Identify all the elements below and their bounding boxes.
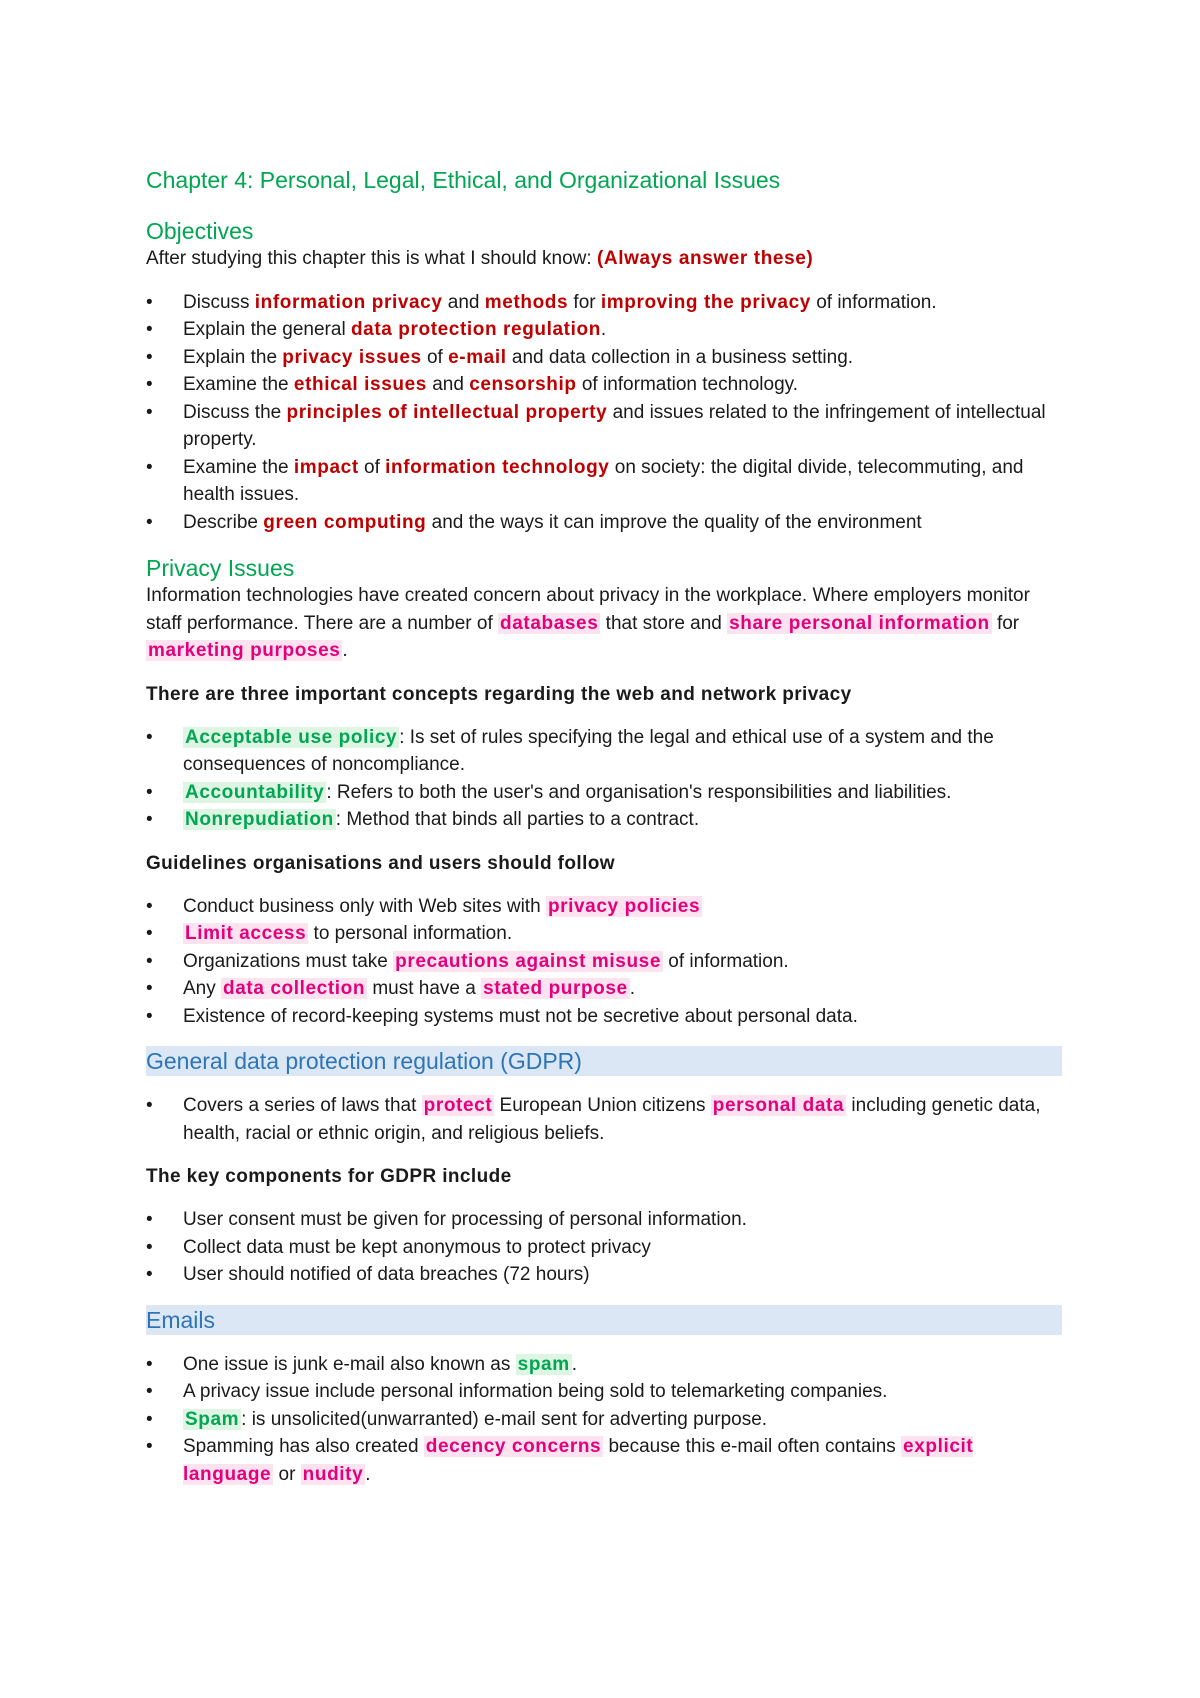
text-run: Examine the (183, 456, 294, 478)
text-run: and issues related to the infringement of intellectual property. (183, 401, 1046, 450)
text-run: . (629, 978, 635, 999)
highlighted-term: censorship (469, 374, 577, 395)
highlighted-term: data protection regulation (350, 319, 601, 340)
text-run: Explain the general (183, 319, 351, 340)
highlighted-term: spam (517, 1353, 570, 1375)
text-run: Examine the (183, 374, 294, 395)
highlighted-term: share personal information (729, 612, 990, 634)
highlighted-term: information privacy (254, 291, 443, 313)
text-run: that store and (600, 612, 728, 634)
list-item (146, 724, 1062, 779)
list-item (146, 316, 1062, 344)
highlighted-term: information technology (385, 456, 610, 478)
highlighted-term: explicit language (183, 1436, 974, 1485)
objectives-list (146, 289, 1062, 537)
list-item (146, 399, 1062, 454)
list-item (146, 454, 1062, 509)
text-run: and (426, 374, 470, 395)
list-item (146, 948, 1062, 976)
list-item (146, 1433, 1062, 1488)
privacy-paragraph (146, 582, 1062, 665)
text-run: of information. (663, 950, 789, 972)
bullet-icon: • (146, 1436, 153, 1457)
highlighted-term: databases (500, 612, 599, 634)
highlighted-term: marketing purposes (148, 640, 341, 661)
text-run: : is unsolicited(unwarranted) e-mail sent for adverting purpose. (241, 1408, 768, 1430)
list-item (146, 289, 1062, 317)
text-run: Any (183, 978, 222, 999)
highlighted-term: privacy issues (282, 346, 422, 368)
text-run: including genetic data, health, racial or ethnic origin, and religious beliefs. (183, 1095, 1041, 1144)
text-run: . (600, 319, 607, 340)
bullet-icon: • (146, 950, 153, 972)
text-run: User consent must be given for processing of personal information. (183, 1209, 747, 1230)
text-run: Explain the (183, 346, 283, 368)
bullet-icon: • (146, 511, 153, 533)
emails-heading: Emails (146, 1305, 1062, 1335)
text-run: for (991, 612, 1020, 634)
text-run: and data collection in a business setting. (506, 346, 854, 368)
document-page (146, 165, 1062, 1488)
text-run: Discuss the (183, 401, 287, 423)
text-run: Covers a series of laws that (183, 1095, 422, 1116)
bullet-icon: • (146, 1209, 153, 1230)
highlighted-term: principles of intellectual property (286, 401, 608, 423)
objectives-intro-text: After studying this chapter this is what I should know: (146, 248, 597, 269)
bullet-icon: • (146, 401, 153, 423)
text-run: . (571, 1353, 577, 1375)
text-run: of information. (810, 291, 937, 313)
text-run: for (568, 291, 601, 313)
text-run: Describe (183, 511, 264, 533)
list-item (146, 1378, 1062, 1406)
list-item (146, 1003, 1062, 1031)
text-run: Information technologies have created concern about privacy in the workplace. Where employers monitor staff performance. There are a number of (146, 585, 1030, 634)
highlighted-term: improving the privacy (600, 291, 811, 313)
text-run: : Refers to both the user's and organisation's responsibilities and liabilities. (326, 781, 952, 803)
list-item (146, 1092, 1062, 1147)
bullet-icon: • (146, 895, 153, 917)
privacy-heading: Privacy Issues (146, 555, 295, 581)
highlighted-term: Accountability (185, 781, 325, 803)
bullet-icon: • (146, 1095, 153, 1116)
highlighted-term: nudity (302, 1463, 364, 1485)
list-item (146, 893, 1062, 921)
bullet-icon: • (146, 374, 153, 395)
list-item (146, 1234, 1062, 1262)
bullet-icon: • (146, 1381, 153, 1402)
list-item (146, 1261, 1062, 1289)
text-run: Conduct business only with Web sites with (183, 895, 546, 917)
text-run: : Method that binds all parties to a contract. (335, 809, 700, 830)
text-run: of information technology. (576, 374, 799, 395)
text-run: Discuss (183, 291, 255, 313)
highlighted-term: Acceptable use policy (185, 726, 398, 748)
bullet-icon: • (146, 291, 153, 313)
highlighted-term: ethical issues (293, 374, 427, 395)
concepts-heading: There are three important concepts regarding the web and network privacy (146, 683, 852, 705)
highlighted-term: personal data (712, 1095, 845, 1116)
list-item (146, 371, 1062, 399)
chapter-title: Chapter 4: Personal, Legal, Ethical, and Organizational Issues (146, 167, 781, 193)
text-run: One issue is junk e-mail also known as (183, 1353, 516, 1375)
text-run: . (342, 640, 348, 661)
highlighted-term: decency concerns (425, 1436, 602, 1457)
bullet-icon: • (146, 346, 153, 368)
list-item (146, 1406, 1062, 1434)
bullet-icon: • (146, 1005, 153, 1027)
list-item (146, 779, 1062, 807)
highlighted-term: Spam (185, 1408, 240, 1430)
text-run: European Union citizens (494, 1095, 711, 1116)
objectives-intro (146, 245, 1062, 273)
highlighted-term: privacy policies (547, 895, 701, 917)
gdpr-key-list (146, 1206, 1062, 1289)
text-run: User should notified of data breaches (72 hours) (183, 1264, 590, 1285)
text-run: Organizations must take (183, 950, 394, 972)
list-item (146, 920, 1062, 948)
emails-list (146, 1351, 1062, 1489)
highlighted-term: data collection (223, 978, 366, 999)
bullet-icon: • (146, 1236, 153, 1258)
bullet-icon: • (146, 809, 153, 830)
bullet-icon: • (146, 978, 153, 999)
text-run: Existence of record-keeping systems must not be secretive about personal data. (183, 1005, 858, 1027)
list-item (146, 509, 1062, 537)
bullet-icon: • (146, 1353, 153, 1375)
highlighted-term: green computing (263, 511, 427, 533)
list-item (146, 1206, 1062, 1234)
gdpr-list (146, 1092, 1062, 1147)
highlighted-term: stated purpose (483, 978, 628, 999)
highlighted-term: methods (484, 291, 569, 313)
bullet-icon: • (146, 1408, 153, 1430)
text-run: Collect data must be kept anonymous to protect privacy (183, 1236, 651, 1258)
list-item (146, 1351, 1062, 1379)
highlighted-term: Nonrepudiation (185, 809, 334, 830)
bullet-icon: • (146, 319, 153, 340)
text-run: of (421, 346, 449, 368)
highlighted-term: precautions against misuse (395, 950, 662, 972)
text-run: must have a (367, 978, 482, 999)
gdpr-key-heading: The key components for GDPR include (146, 1166, 512, 1187)
list-item (146, 344, 1062, 372)
text-run: . (365, 1463, 371, 1485)
text-run: or (273, 1463, 301, 1485)
objectives-heading: Objectives (146, 218, 254, 244)
bullet-icon: • (146, 923, 153, 944)
list-item (146, 806, 1062, 834)
text-run: and (442, 291, 485, 313)
highlighted-term: e-mail (448, 346, 507, 368)
text-run: to personal information. (308, 923, 513, 944)
list-item (146, 975, 1062, 1003)
gdpr-heading: General data protection regulation (GDPR) (146, 1046, 1062, 1076)
text-run: and the ways it can improve the quality of the environment (426, 511, 922, 533)
bullet-icon: • (146, 726, 153, 748)
objectives-intro-emphasis: (Always answer these) (596, 248, 814, 269)
bullet-icon: • (146, 456, 153, 478)
concepts-list (146, 724, 1062, 834)
text-run: of (358, 456, 386, 478)
highlighted-term: Limit access (185, 923, 307, 944)
highlighted-term: impact (293, 456, 359, 478)
text-run: : Is set of rules specifying the legal and ethical use of a system and the consequences of noncompliance. (183, 726, 994, 775)
bullet-icon: • (146, 781, 153, 803)
text-run: on society: the digital divide, telecommuting, and health issues. (183, 456, 1024, 505)
guidelines-heading: Guidelines organisations and users should follow (146, 852, 615, 874)
bullet-icon: • (146, 1264, 153, 1285)
text-run: because this e-mail often contains (603, 1436, 902, 1457)
guidelines-list (146, 893, 1062, 1031)
highlighted-term: protect (423, 1095, 493, 1116)
text-run: A privacy issue include personal information being sold to telemarketing companies. (183, 1381, 888, 1402)
text-run: Spamming has also created (183, 1436, 424, 1457)
